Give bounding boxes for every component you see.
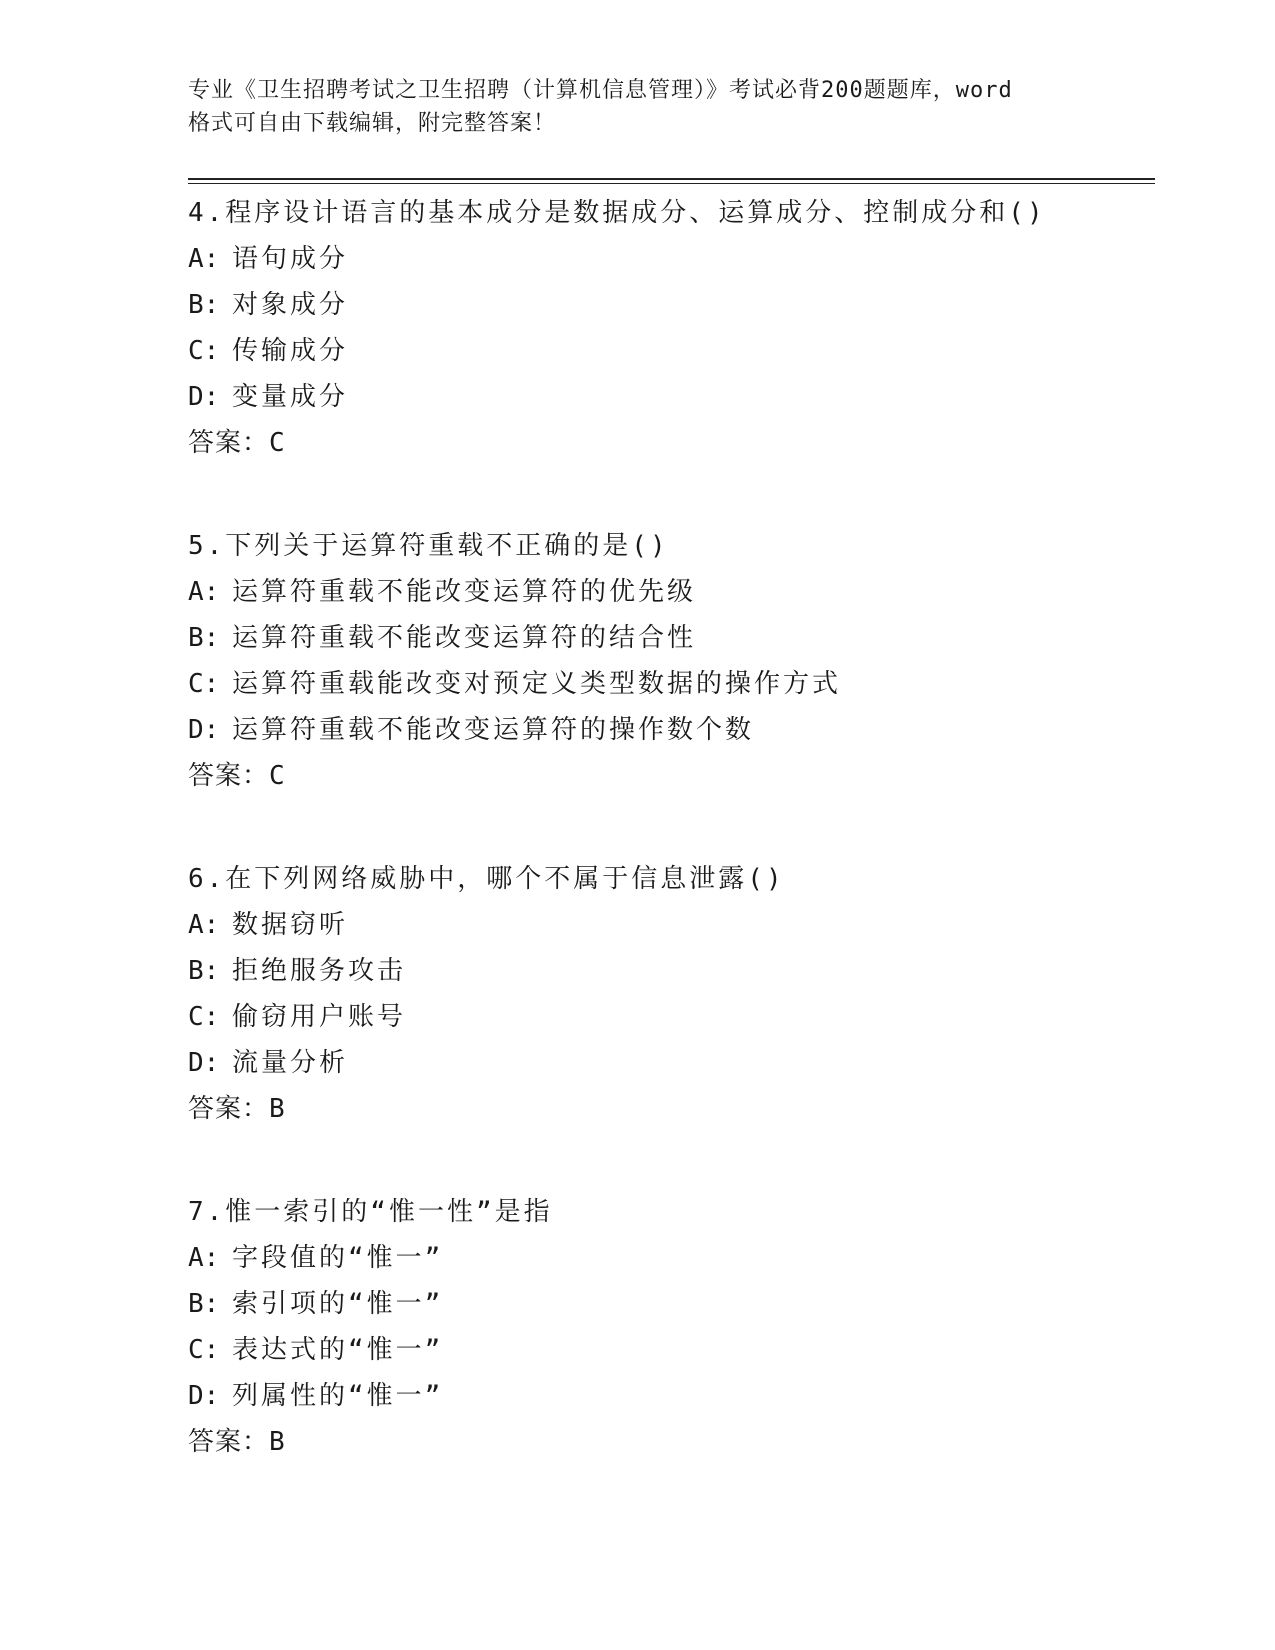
- option-key: C:: [188, 669, 220, 699]
- option-text: 运算符重载不能改变运算符的优先级: [232, 577, 697, 607]
- answer-line: 答案：B: [188, 1094, 286, 1124]
- option-d: [188, 707, 1148, 753]
- option-b: [188, 1281, 1148, 1327]
- option-text: 运算符重载能改变对预定义类型数据的操作方式: [232, 669, 842, 699]
- question-stem: 4.程序设计语言的基本成分是数据成分、运算成分、控制成分和(): [188, 198, 1046, 228]
- option-c: [188, 1327, 1148, 1373]
- option-d: [188, 1373, 1148, 1419]
- option-text: 拒绝服务攻击: [232, 956, 407, 986]
- option-a: [188, 1235, 1148, 1281]
- option-text: 运算符重载不能改变运算符的操作数个数: [232, 715, 755, 745]
- question-stem: 6.在下列网络威胁中，哪个不属于信息泄露(): [188, 864, 785, 894]
- option-text: 对象成分: [232, 290, 349, 320]
- option-c: [188, 328, 1148, 374]
- option-key: C:: [188, 1002, 220, 1032]
- option-text: 变量成分: [232, 382, 349, 412]
- option-text: 偷窃用户账号: [232, 1002, 407, 1032]
- question-7: [188, 1189, 1148, 1465]
- option-text: 流量分析: [232, 1048, 349, 1078]
- header-line-1: 专业《卫生招聘考试之卫生招聘（计算机信息管理）》考试必背200题题库，word: [188, 78, 1013, 103]
- option-a: [188, 569, 1148, 615]
- option-a: [188, 902, 1148, 948]
- option-d: [188, 1040, 1148, 1086]
- option-key: B:: [188, 290, 220, 320]
- question-6: [188, 856, 1148, 1132]
- option-c: [188, 994, 1148, 1040]
- header-divider-thick: [188, 178, 1155, 180]
- question-4: [188, 190, 1148, 466]
- answer-line: 答案：C: [188, 761, 286, 791]
- option-a: [188, 236, 1148, 282]
- question-stem: 5.下列关于运算符重载不正确的是(): [188, 531, 669, 561]
- document-header: [188, 74, 1088, 140]
- option-text: 数据窃听: [232, 910, 349, 940]
- header-line-2: 格式可自由下载编辑，附完整答案！: [188, 111, 557, 136]
- option-key: C:: [188, 336, 220, 366]
- header-divider-thin: [188, 183, 1155, 184]
- option-key: B:: [188, 1289, 220, 1319]
- option-key: D:: [188, 1381, 220, 1411]
- question-stem: 7.惟一索引的“惟一性”是指: [188, 1197, 553, 1227]
- option-key: D:: [188, 1048, 220, 1078]
- option-text: 索引项的“惟一”: [232, 1289, 444, 1319]
- option-b: [188, 948, 1148, 994]
- option-key: C:: [188, 1335, 220, 1365]
- option-text: 列属性的“惟一”: [232, 1381, 444, 1411]
- option-key: A:: [188, 910, 220, 940]
- question-5: [188, 523, 1148, 799]
- option-text: 运算符重载不能改变运算符的结合性: [232, 623, 697, 653]
- option-text: 字段值的“惟一”: [232, 1243, 444, 1273]
- option-key: A:: [188, 244, 220, 274]
- option-text: 传输成分: [232, 336, 349, 366]
- answer-line: 答案：C: [188, 428, 286, 458]
- option-d: [188, 374, 1148, 420]
- option-key: B:: [188, 623, 220, 653]
- option-b: [188, 615, 1148, 661]
- option-b: [188, 282, 1148, 328]
- option-key: A:: [188, 1243, 220, 1273]
- option-key: A:: [188, 577, 220, 607]
- answer-line: 答案：B: [188, 1427, 286, 1457]
- option-key: D:: [188, 715, 220, 745]
- option-text: 表达式的“惟一”: [232, 1335, 444, 1365]
- option-key: D:: [188, 382, 220, 412]
- option-text: 语句成分: [232, 244, 349, 274]
- option-c: [188, 661, 1148, 707]
- question-list: [188, 190, 1148, 1522]
- option-key: B:: [188, 956, 220, 986]
